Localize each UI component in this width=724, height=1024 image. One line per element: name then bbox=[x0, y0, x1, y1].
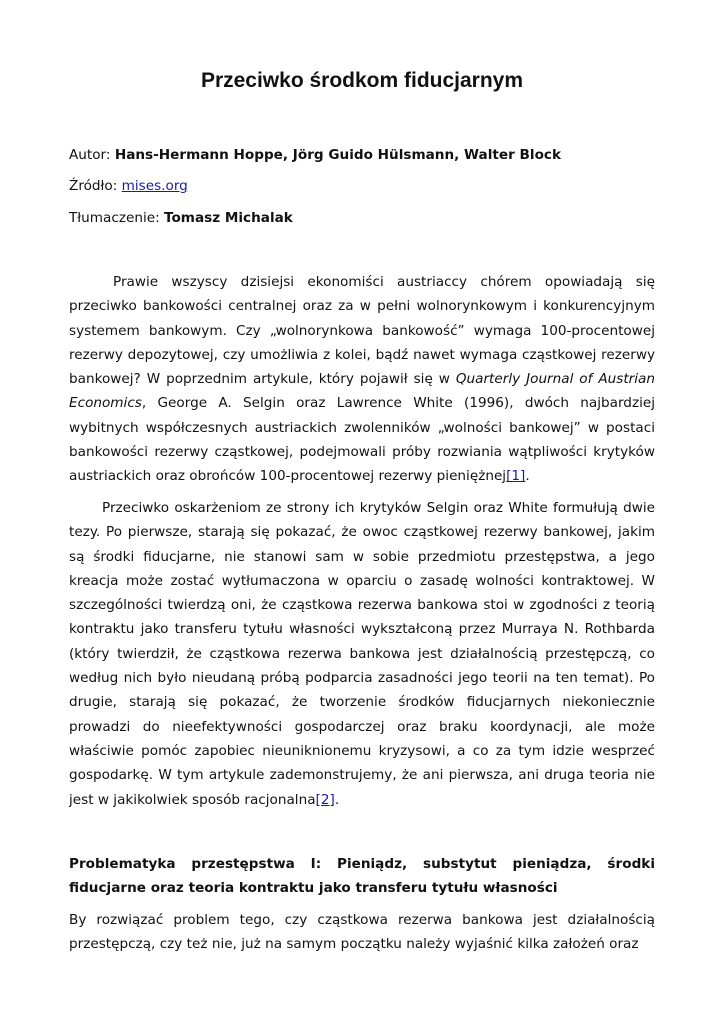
document-title: Przeciwko środkom fiducjarnym bbox=[200, 69, 524, 92]
author-line bbox=[69, 145, 561, 165]
source-link[interactable]: mises.org bbox=[121, 178, 188, 194]
footnote-link-2[interactable]: [2] bbox=[315, 791, 335, 808]
paragraph-section-start: By rozwiązać problem tego, czy cząstkowa rezerwa bankowa jest działalnością przestępczą, czy też nie, już na samym początku należy wyjaśnić kilka założeń oraz bbox=[69, 912, 655, 953]
translator-name: Tomasz Michalak bbox=[163, 210, 293, 226]
paragraph-theses bbox=[69, 496, 655, 812]
paragraph-theses-text-a: Przeciwko oskarżeniom ze strony ich krytyków Selgin oraz White formułują dwie tezy. Po pierwsze, starają się pokazać, że owoc cząstkowej rezerwy bankowej, jakim są środki fiducjarne, nie stanowi sam w sobie przedmiotu przestępstwa, a jego kreacja może zostać wytłumaczona w oparciu o zasadę wolności kontraktowej. W szczególności twierdzą oni, że cząstkowa rezerwa bankowa stoi w zgodności z teorią kontraktu jako transferu tytułu własności wykształconą przez Murraya N. Rothbarda (który twierdził, że cząstkowa rezerwa bankowa jest działalnością przestępczą, co według nich było nieudaną próbą podparcia zasadności jego teorii na ten temat). Po drugie, starają się pokazać, że tworzenie środków fiducjarnych niekoniecznie prowadzi do nieefektywności gospodarczej oraz braku koordynacji, ale może właściwie pomóc zapobiec nieuniknionemu kryzysowi, a co za tym idzie wesprzeć gospodarkę. W tym artykule zademonstrujemy, że ani pierwsza, ani druga teoria nie jest w jakikolwiek sposób racjonalna bbox=[69, 500, 655, 808]
journal-title: Quarterly Journal of Austrian Economics bbox=[69, 371, 655, 412]
translator-line bbox=[69, 208, 293, 228]
author-names: Hans-Hermann Hoppe, Jörg Guido Hülsmann, Walter Block bbox=[114, 147, 562, 163]
translator-label: Tłumaczenie: bbox=[69, 210, 164, 226]
paragraph-intro-text-a: Prawie wszyscy dzisiejsi ekonomiści austriaccy chórem opowiadają się przeciwko bankowości centralnej oraz za w pełni wolnorynkowym i konkurencyjnym systemem bankowym. Czy „wolnorynkowa bankowość” wymaga 100-procentowej rezerwy depozytowej, czy umożliwia z kolei, bądź nawet wymaga cząstkowej rezerwy bankowej? W poprzednim artykule, który pojawił się w bbox=[69, 274, 655, 388]
paragraph-intro-text-c: . bbox=[525, 468, 530, 485]
paragraph-intro bbox=[69, 270, 655, 489]
section-heading: Problematyka przestępstwa I: Pieniądz, substytut pieniądza, środki fiducjarne oraz teoria kontraktu jako transferu tytułu własności bbox=[69, 856, 655, 897]
footnote-link-1[interactable]: [1] bbox=[506, 468, 526, 485]
author-label: Autor: bbox=[69, 147, 115, 163]
paragraph-intro-text-b: , George A. Selgin oraz Lawrence White (1996), dwóch najbardziej wybitnych współczesnych austriackich zwolenników „wolności bankowej” w postaci bankowości rezerwy cząstkowej, podejmowali próby rozwiania wątpliwości krytyków austriackich oraz obrońców 100-procentowej rezerwy pieniężnej bbox=[69, 395, 655, 485]
paragraph-theses-text-b: . bbox=[334, 791, 340, 808]
source-line bbox=[69, 176, 188, 196]
source-label: Źródło: bbox=[69, 178, 122, 194]
